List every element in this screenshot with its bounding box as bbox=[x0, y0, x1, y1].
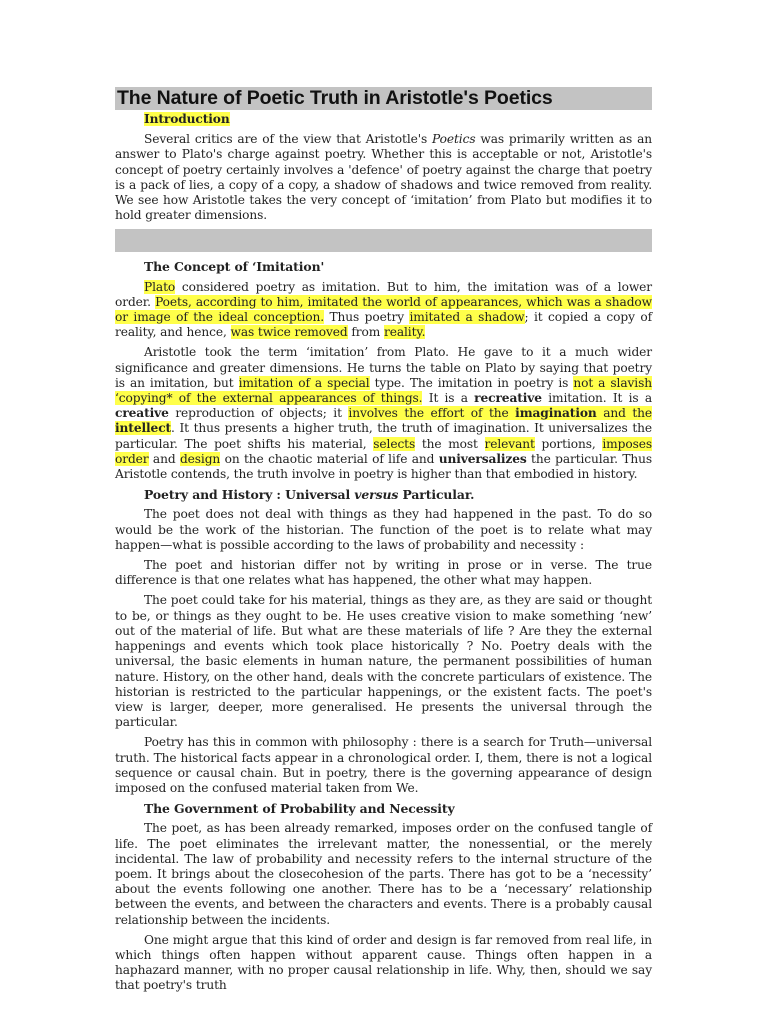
highlighted-run: selects bbox=[373, 436, 416, 451]
highlighted-run: not a slavish ‘copying* of the external appearances of things. bbox=[115, 375, 652, 406]
highlighted-run: design bbox=[179, 451, 221, 466]
heading-text: Poetry and History : Universal bbox=[144, 487, 355, 503]
highlighted-run: involves the effort of the bbox=[348, 406, 516, 421]
section-divider-bar bbox=[115, 229, 652, 252]
document-title: The Nature of Poetic Truth in Aristotle's Poetics bbox=[115, 87, 652, 110]
text-run: . It thus presents a higher truth, the truth of imagination. It universalizes the particular. The poet shifts his material, bbox=[115, 421, 652, 451]
section-heading-government: The Government of Probability and Necessity bbox=[144, 801, 455, 817]
bold-run: recreative bbox=[474, 391, 542, 406]
highlighted-run: was twice removed bbox=[230, 325, 348, 340]
text-run: was primarily written as an answer to Plato's charge against poetry. Whether this is acceptable or not, Aristotle's concept of poetry certainly involves a 'defence' of poetry against the charge that poetry is a pack of lies, a copy of a copy, a shadow of shadows and twice removed from reality. We see how Aristotle takes the very concept of ‘imitation’ from Plato but modifies it to hold greater dimensions. bbox=[115, 132, 653, 223]
text-run: Thus poetry bbox=[324, 310, 410, 325]
highlighted-run: imitation of a special bbox=[238, 375, 370, 390]
paragraph-history-2: The poet and historian differ not by writing in prose or in verse. The true difference is that one relates what has happened, the other what may happen. bbox=[115, 558, 652, 588]
bold-run: universalizes bbox=[438, 451, 527, 466]
paragraph-government-1: The poet, as has been already remarked, imposes order on the confused tangle of life. The poet eliminates the irrelevant matter, the nonessential, or the merely incidental. The law of probability and necessity refers to the internal structure of the poem. It brings about the closecohesion of the parts. There has got to be a ‘necessity’ about the events following one another. There has to be a ‘necessary’ relationship between the events, and between the characters and events. There is a probably causal relationship between the incidents. bbox=[115, 821, 652, 927]
paragraph-imitation-2 bbox=[115, 345, 652, 482]
highlighted-run: imitated a shadow bbox=[409, 310, 525, 325]
section-heading-history bbox=[144, 487, 652, 502]
italic-run: Poetics bbox=[432, 132, 476, 147]
highlighted-run: Poets, according to him, imitated the world of appearances, which was a shadow or image of the ideal conception. bbox=[115, 294, 652, 325]
bold-run: creative bbox=[115, 406, 169, 421]
text-run: Several critics are of the view that Aristotle's bbox=[144, 132, 433, 147]
heading-text: Introduction bbox=[144, 112, 230, 126]
text-run: type. The imitation in poetry is bbox=[369, 375, 574, 390]
highlighted-run: order bbox=[115, 451, 149, 466]
text-run: the most bbox=[415, 436, 485, 451]
text-run: ; it copied a copy of reality, and hence, bbox=[115, 310, 652, 340]
highlighted-run: imposes bbox=[602, 436, 652, 451]
section-heading-imitation: The Concept of ‘Imitation' bbox=[144, 259, 325, 275]
highlighted-bold-run: imagination bbox=[515, 406, 597, 421]
text-run: imitation. It is a bbox=[541, 391, 653, 406]
highlighted-run: Plato bbox=[144, 279, 176, 294]
paragraph-history-3: The poet could take for his material, things as they are, as they are said or thought to be, or things as they ought to be. He uses creative vision to make something ‘new’ out of the material of life. But what are these materials of life ? Are they the external happenings and events which took place historically ? No. Poetry deals with the universal, the basic elements in human nature, the permanent possibilities of human nature. History, on the other hand, deals with the concrete particulars of existence. The historian is restricted to the particular happenings, or the existent facts. The poet's view is larger, deeper, more generalised. He presents the universal through the particular. bbox=[115, 593, 652, 730]
heading-text: . bbox=[470, 487, 475, 503]
text-run: reproduction of objects; it bbox=[168, 406, 349, 421]
document-page bbox=[115, 87, 652, 999]
paragraph-government-2: One might argue that this kind of order and design is far removed from real life, in which things often happen without apparent cause. Things often happen in a haphazard manner, with no proper causal relationship in life. Why, then, should we say that poetry's truth bbox=[115, 932, 652, 993]
highlighted-run: reality. bbox=[384, 325, 426, 340]
highlighted-run: and the bbox=[596, 406, 653, 421]
text-run: and bbox=[148, 451, 180, 466]
text-run: the particular. Thus Aristotle contends, the truth involve in poetry is higher than that embodied in history. bbox=[115, 451, 652, 482]
text-run: portions, bbox=[534, 436, 603, 451]
paragraph-intro bbox=[115, 132, 652, 223]
paragraph-imitation-1 bbox=[115, 280, 652, 341]
section-heading-introduction bbox=[144, 112, 652, 127]
heading-text: Particular bbox=[398, 487, 471, 503]
text-run: It is a bbox=[422, 391, 475, 406]
paragraph-history-1: The poet does not deal with things as they had happened in the past. To do so would be the work of the historian. The function of the poet is to relate what may happen—what is possible according to the laws of probability and necessity : bbox=[115, 507, 652, 552]
text-run: from bbox=[347, 325, 384, 340]
text-run: on the chaotic material of life and bbox=[220, 451, 439, 466]
text-run: considered poetry as imitation. But to him, the imitation was of a lower order. bbox=[115, 279, 652, 309]
text-run: Aristotle took the term ‘imitation’ from Plato. He gave to it a much wider significance and greater dimensions. He turns the table on Plato by saying that poetry is an imitation, but bbox=[115, 345, 652, 390]
highlighted-bold-run: intellect bbox=[115, 421, 172, 436]
paragraph-history-4: Poetry has this in common with philosophy : there is a search for Truth—universal truth. The historical facts appear in a chronological order. I, them, there is not a logical sequence or causal chain. But in poetry, there is the governing appearance of design imposed on the confused material taken from We. bbox=[115, 735, 652, 795]
heading-italic: versus bbox=[354, 487, 399, 503]
highlighted-run: relevant bbox=[484, 436, 535, 451]
